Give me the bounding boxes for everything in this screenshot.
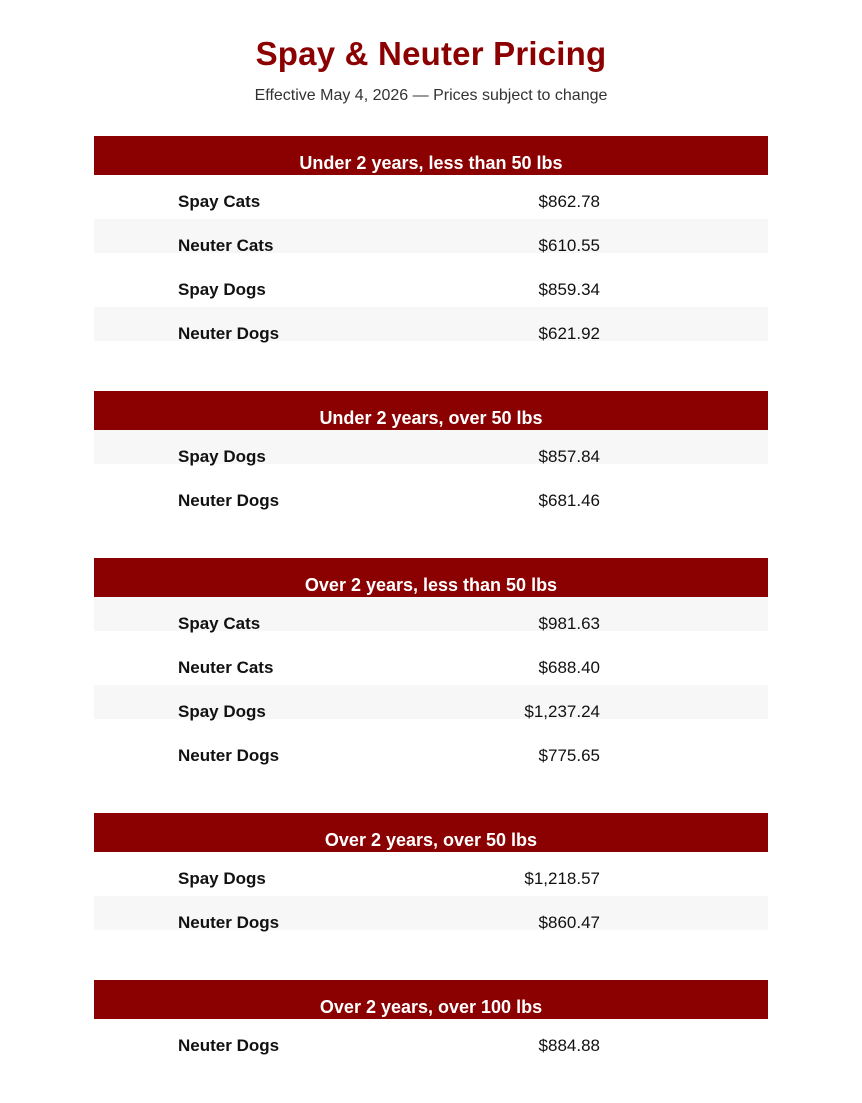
table-row: [94, 597, 768, 641]
price-table: [94, 558, 768, 773]
table-row: [94, 896, 768, 940]
service-price: $775.65: [538, 746, 600, 765]
service-label: Spay Dogs: [178, 280, 266, 299]
service-label: Spay Dogs: [178, 702, 266, 721]
table-row: [94, 685, 768, 729]
service-price: $681.46: [538, 491, 600, 510]
table-heading: Over 2 years, over 50 lbs: [94, 813, 768, 852]
table-row: [94, 852, 768, 896]
table-row: [94, 729, 768, 773]
table-heading: Over 2 years, less than 50 lbs: [94, 558, 768, 597]
service-price: $884.88: [538, 1036, 600, 1055]
service-label: Neuter Cats: [178, 236, 274, 255]
service-label: Neuter Dogs: [178, 324, 280, 343]
price-table: [94, 391, 768, 518]
service-price: $1,218.57: [524, 869, 600, 888]
service-price: $621.92: [538, 324, 600, 343]
page-title: Spay & Neuter Pricing: [255, 35, 607, 72]
price-table: [94, 980, 768, 1063]
table-row: [94, 430, 768, 474]
service-price: $860.47: [538, 913, 600, 932]
pricing-tables: [94, 136, 768, 1103]
service-label: Neuter Dogs: [178, 746, 280, 765]
service-price: $857.84: [538, 447, 600, 466]
table-heading: Under 2 years, less than 50 lbs: [94, 136, 768, 175]
service-label: Spay Dogs: [178, 869, 266, 888]
service-price: $610.55: [538, 236, 600, 255]
table-row: [94, 1019, 768, 1063]
service-price: $688.40: [538, 658, 600, 677]
table-row: [94, 263, 768, 307]
service-label: Neuter Dogs: [178, 913, 280, 932]
service-price: $1,237.24: [524, 702, 600, 721]
service-label: Neuter Cats: [178, 658, 274, 677]
table-row: [94, 641, 768, 685]
table-heading: Over 2 years, over 100 lbs: [94, 980, 768, 1019]
table-row: [94, 175, 768, 219]
table-heading: Under 2 years, over 50 lbs: [94, 391, 768, 430]
page-subtitle: Effective May 4, 2026 — Prices subject to change: [254, 87, 608, 104]
service-label: Neuter Dogs: [178, 491, 280, 510]
service-price: $862.78: [538, 192, 600, 211]
table-row: [94, 219, 768, 263]
service-price: $981.63: [538, 614, 600, 633]
service-label: Spay Cats: [178, 614, 261, 633]
service-label: Spay Dogs: [178, 447, 266, 466]
price-table: [94, 813, 768, 940]
table-row: [94, 474, 768, 518]
service-label: Spay Cats: [178, 192, 261, 211]
price-table: [94, 136, 768, 351]
service-price: $859.34: [538, 280, 600, 299]
service-label: Neuter Dogs: [178, 1036, 280, 1055]
table-row: [94, 307, 768, 351]
